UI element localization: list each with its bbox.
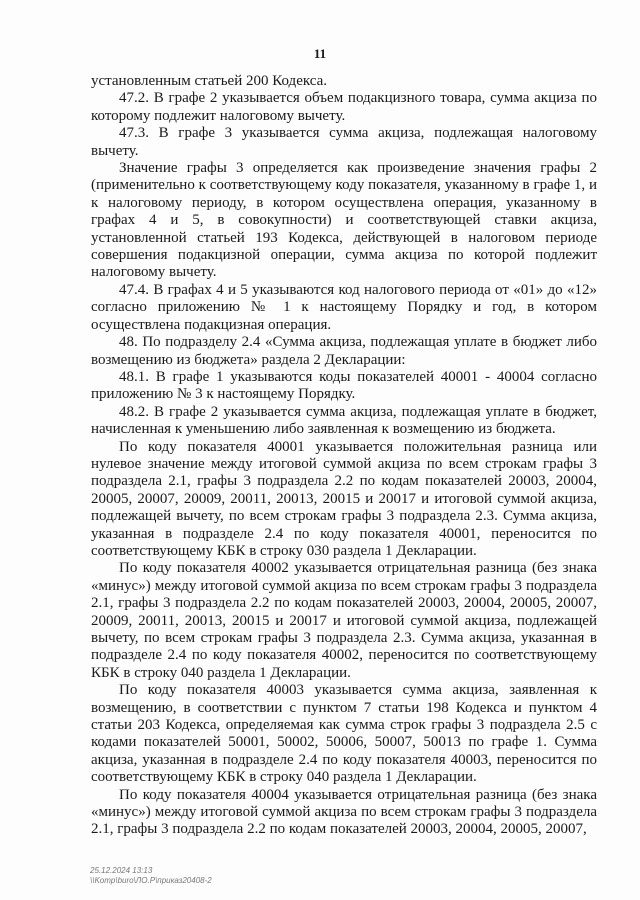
paragraph-47-3: 47.3. В графе 3 указывается сумма акциза, подлежащая налоговому вычету. <box>91 125 597 159</box>
document-body <box>91 73 597 839</box>
paragraph-code-40004: По коду показателя 40004 указывается отрицательная разница (без знака «минус») между итоговой суммой акциза по всем строкам графы 3 подраздела 2.1, графы 3 подраздела 2.2 по кодам показателей 20003, 20004, 20005, 20007, <box>91 786 597 838</box>
paragraph-code-40003: По коду показателя 40003 указывается сумма акциза, заявленная к возмещению, в соответствии с пунктом 7 статьи 198 Кодекса и пунктом 4 статьи 203 Кодекса, определяемая как сумма строк графы 3 подраздела 2.5 с кодами показателей 50001, 50002, 50006, 50007, 50013 по графе 1. Сумма акциза, указанная в подразделе 2.4 по коду показателя 40003, переносится по соответствующему КБК в строку 040 раздела 1 Декларации. <box>91 682 597 786</box>
paragraph-code-40001: По коду показателя 40001 указывается положительная разница или нулевое значение между итоговой суммой акциза по всем строкам графы 3 подраздела 2.1, графы 3 подраздела 2.2 по кодам показателей 20003, 20004, 20005, 20007, 20009, 20011, 20013, 20015 и 20017 и итоговой суммой акциза, подлежащей вычету, по всем строкам графы 3 подраздела 2.3. Сумма акциза, указанная в подразделе 2.4 по коду показателя 40001, переносится по соответствующему КБК в строку 030 раздела 1 Декларации. <box>91 438 597 559</box>
paragraph-code-40002: По коду показателя 40002 указывается отрицательная разница (без знака «минус») между итоговой суммой акциза по всем строкам графы 3 подраздела 2.1, графы 3 подраздела 2.2 по кодам показателей 20003, 20004, 20005, 20007, 20009, 20011, 20013, 20015 и 20017 и итоговой суммой акциза, подлежащей вычету, по всем строкам графы 3 подраздела 2.3. Сумма акциза, указанная в подразделе 2.4 по коду показателя 40002, переносится по соответствующему КБК в строку 040 раздела 1 Декларации. <box>91 560 597 681</box>
document-footer <box>90 866 212 886</box>
footer-timestamp: 25.12.2024 13:13 <box>90 866 153 875</box>
paragraph-48: 48. По подразделу 2.4 «Сумма акциза, подлежащая уплате в бюджет либо возмещению из бюджета» раздела 2 Декларации: <box>91 334 597 368</box>
footer-file-path: \\Komp\buro\ЛО.Р\приказ20408-2 <box>90 876 212 885</box>
paragraph-47-2: 47.2. В графе 2 указывается объем подакцизного товара, сумма акциза по которому подлежит налоговому вычету. <box>91 90 597 124</box>
paragraph-continuation: установленным статьей 200 Кодекса. <box>91 73 328 89</box>
paragraph-47-4: 47.4. В графах 4 и 5 указываются код налогового периода от «01» до «12» согласно приложению № 1 к настоящему Порядку и год, в котором осуществлена подакцизная операция. <box>91 281 597 333</box>
paragraph-column3-value: Значение графы 3 определяется как произведение значения графы 2 (применительно к соответствующему коду показателя, указанному в графе 1, и к налоговому периоду, в котором осуществлена операция, указанному в графах 4 и 5, в совокупности) и соответствующей ставки акциза, установленной статьей 193 Кодекса, действующей в налоговом периоде совершения подакцизной операции, сумма акциза по которой подлежит налоговому вычету. <box>91 160 597 281</box>
page-number: 11 <box>313 46 327 61</box>
paragraph-48-2: 48.2. В графе 2 указывается сумма акциза, подлежащая уплате в бюджет, начисленная к уменьшению либо заявленная к возмещению из бюджета. <box>91 403 597 438</box>
paragraph-48-1: 48.1. В графе 1 указываются коды показателей 40001 - 40004 согласно приложению № 3 к настоящему Порядку. <box>91 368 597 403</box>
